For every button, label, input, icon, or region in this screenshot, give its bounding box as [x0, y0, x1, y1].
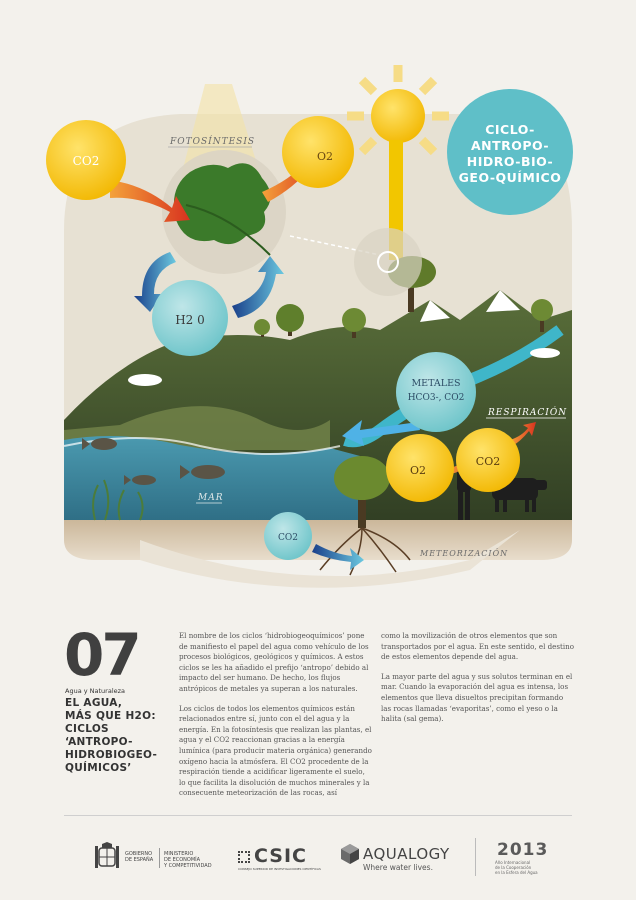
leaf-icon: [174, 163, 271, 244]
aqualogy-tagline: Where water lives.: [363, 863, 433, 872]
h2o-label: H2 0: [175, 313, 205, 327]
paragraph: como la movilización de otros elementos que son transportados por el agua. En este sentido, el destino de estos elementos depende del agua.: [381, 631, 574, 662]
year-subtitle-line: Año Internacional: [495, 860, 531, 865]
diagram-title: [448, 122, 572, 186]
csic-logo: CSIC: [254, 845, 307, 867]
article-title: [65, 697, 175, 775]
diagram-title-line: CICLO-: [485, 122, 535, 137]
divider: [159, 848, 160, 868]
article-title-line: HIDROBIOGEO-: [65, 749, 158, 761]
diagram-title-line: ANTROPO-: [470, 138, 550, 153]
sunlight-focus: [354, 228, 422, 296]
csic-subtitle: CONSEJO SUPERIOR DE INVESTIGACIONES CIENTÍFICAS: [238, 867, 321, 871]
co2-left-label: CO2: [72, 154, 100, 168]
ministerio-line: Y COMPETITIVIDAD: [164, 863, 212, 869]
article-column-1: [179, 631, 372, 808]
co2-soil-label: CO2: [278, 533, 298, 543]
article-title-line: CICLOS ‘ANTROPO-: [65, 723, 133, 748]
paragraph: El nombre de los ciclos ‘hidrobiogeoquímicos’ pone de manifiesto el papel del agua como vehículo de los procesos biológicos, geológicos y químicos. A estos ciclos se les ha añadido el prefijo ‘antropo’ debido al impacto del ser humano. De hecho, los flujos antrópicos de metales ya superan a los naturales.: [179, 631, 369, 693]
label-meteorizacion: METEORIZACIÓN: [420, 549, 509, 558]
metales-label: METALES: [411, 378, 461, 389]
label-respiracion: RESPIRACIÓN: [488, 408, 568, 418]
gobierno-line: DE ESPAÑA: [125, 857, 154, 863]
year-subtitle-line: de la Cooperación: [495, 865, 532, 870]
ministerio-line: DE ECONOMÍA: [164, 857, 201, 863]
year-subtitle: [495, 860, 545, 875]
o2-bottom-label: O2: [409, 464, 427, 477]
article-title-line: EL AGUA,: [65, 697, 123, 709]
label-fotosintesis: FOTOSÍNTESIS: [170, 137, 256, 147]
csic-mark-icon: [238, 851, 250, 863]
article-column-2: [381, 631, 574, 734]
gobierno-label: [125, 851, 153, 863]
article-number: 07: [64, 621, 139, 689]
gobierno-line: GOBIERNO: [125, 851, 153, 857]
article-title-line: QUÍMICOS’: [65, 762, 132, 774]
aqualogy-logo-icon: [340, 843, 360, 865]
label-mar: MAR: [198, 493, 224, 503]
diagram-title-line: GEO-QUÍMICO: [458, 170, 562, 185]
o2-top-label: O2: [316, 150, 334, 163]
year-logo: 2013: [497, 840, 549, 860]
ministerio-label: [164, 851, 212, 869]
paragraph: La mayor parte del agua y sus solutos terminan en el mar. Cuando la evaporación del agua es intensa, los elementos que lleva disueltos precipitan formando las rocas llamadas ‘evaporitas’, como el yeso o la halita (sal gema).: [381, 671, 573, 724]
diagram-title-line: HIDRO-BIO-: [466, 154, 554, 169]
co2-bottom-label: CO2: [475, 455, 501, 468]
footer-divider: [64, 815, 572, 816]
metales-bubble: [396, 352, 476, 432]
article-title-line: MÁS QUE H2O:: [65, 710, 156, 722]
paragraph: Los ciclos de todos los elementos químicos están relacionados entre sí, junto con el del agua y la energía. En la fotosíntesis que realizan las plantas, el agua y el CO2 reaccionan gracias a la energía lumínica (para producir materia orgánica) generando oxígeno hacia la atmósfera. El CO2 procedente de la respiración tiende a acidificar ligeramente el suelo, lo que facilita la disolución de muchos minerales y la consecuente meteorización de las rocas, así: [179, 703, 372, 798]
ministerio-line: MINISTERIO: [164, 851, 194, 857]
metales-sub-label: HCO3-, CO2: [407, 393, 465, 403]
aqualogy-logo: AQUALOGY: [363, 845, 450, 863]
spain-coat-of-arms-icon: [94, 842, 120, 870]
year-subtitle-line: en la Esfera del Agua: [495, 870, 538, 875]
article-kicker: Agua y Naturaleza: [65, 687, 126, 695]
footer-separator: [475, 838, 476, 876]
